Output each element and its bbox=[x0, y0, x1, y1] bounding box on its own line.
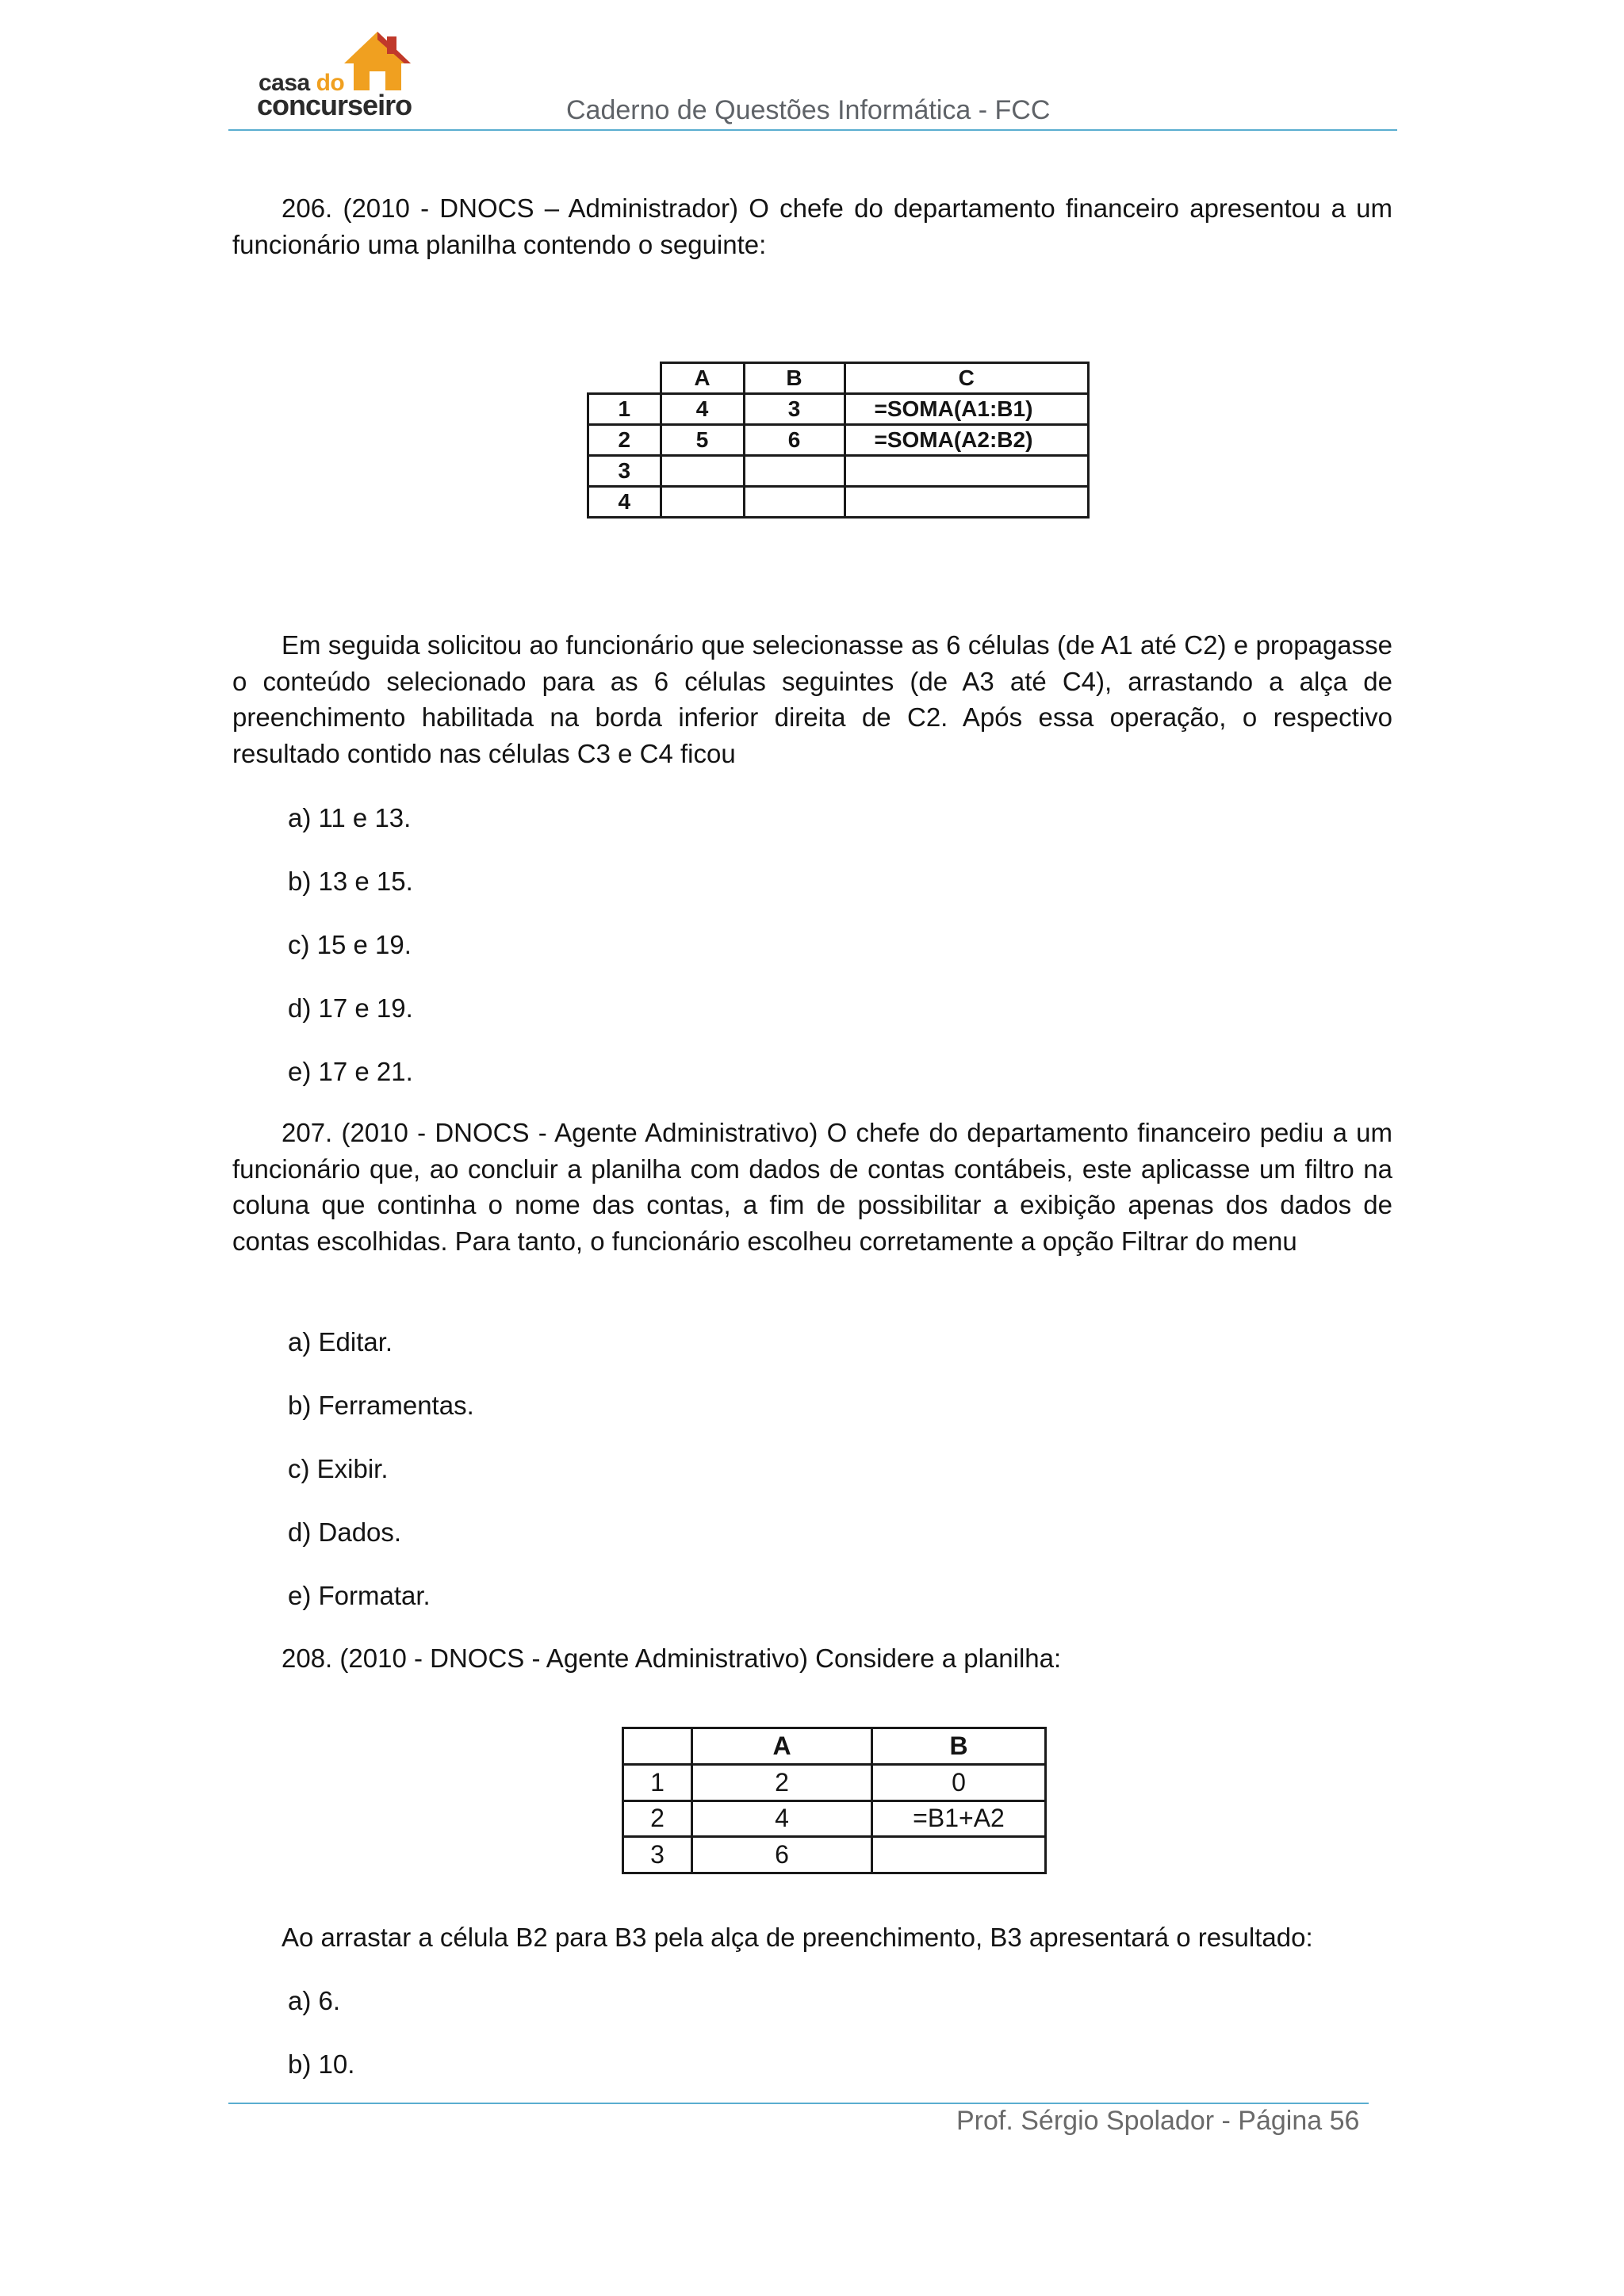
cell-b2: 6 bbox=[744, 425, 845, 456]
q208-spreadsheet bbox=[622, 1727, 1047, 1874]
cell-b2: =B1+A2 bbox=[872, 1800, 1046, 1837]
q206-option-e: e) 17 e 21. bbox=[288, 1057, 413, 1086]
q206-option-d: d) 17 e 19. bbox=[288, 993, 413, 1023]
cell-a3: 6 bbox=[692, 1837, 872, 1873]
logo bbox=[255, 29, 422, 121]
logo-word-casa: casa bbox=[259, 70, 310, 96]
row-header: 3 bbox=[623, 1837, 692, 1873]
q208-body: Ao arrastar a célula B2 para B3 pela alça de preenchimento, B3 apresentará o resultado: bbox=[282, 1923, 1313, 1952]
column-header: B bbox=[872, 1728, 1046, 1765]
logo-word-do: do bbox=[316, 70, 345, 96]
cell-a2: 5 bbox=[661, 425, 744, 456]
cell-a3 bbox=[661, 456, 744, 487]
q207-option-a: a) Editar. bbox=[288, 1327, 393, 1357]
q207-option-d: d) Dados. bbox=[288, 1517, 402, 1547]
cell-b3 bbox=[744, 456, 845, 487]
q206-option-c: c) 15 e 19. bbox=[288, 930, 412, 959]
cell-a4 bbox=[661, 487, 744, 518]
column-header: A bbox=[661, 363, 744, 394]
cell-c2: =SOMA(A2:B2) bbox=[845, 425, 1089, 456]
q207-body: 207. (2010 - DNOCS - Agente Administrativo) O chefe do departamento financeiro pediu a um funcionário que, ao concluir a planilha com dados de contas contábeis, este aplicasse um filtro na coluna que continha o nome das contas, a fim de possibilitar a exibição apenas dos dados de contas escolhidas. Para tanto, o funcionário escolheu corretamente a opção Filtrar do menu bbox=[232, 1118, 1392, 1256]
row-header: 1 bbox=[623, 1764, 692, 1800]
cell-b3 bbox=[872, 1837, 1046, 1873]
q206-option-a: a) 11 e 13. bbox=[288, 803, 412, 832]
cell-b1: 0 bbox=[872, 1764, 1046, 1800]
cell-c3 bbox=[845, 456, 1089, 487]
row-header: 1 bbox=[588, 394, 661, 425]
row-header: 2 bbox=[588, 425, 661, 456]
q208-option-a: a) 6. bbox=[288, 1986, 341, 2015]
cell-c1: =SOMA(A1:B1) bbox=[845, 394, 1089, 425]
row-header: 4 bbox=[588, 487, 661, 518]
q208-intro: 208. (2010 - DNOCS - Agente Administrativo) Considere a planilha: bbox=[282, 1644, 1062, 1673]
q206-body: Em seguida solicitou ao funcionário que selecionasse as 6 células (de A1 até C2) e propagasse o conteúdo selecionado para as 6 células seguintes (de A3 até C4), arrastando a alça de preenchimento habilitada na borda inferior direita de C2. Após essa operação, o respectivo resultado contido nas células C3 e C4 ficou bbox=[232, 630, 1392, 768]
logo-word-concurseiro: concurseiro bbox=[257, 89, 412, 121]
cell-a1: 4 bbox=[661, 394, 744, 425]
column-header: C bbox=[845, 363, 1089, 394]
cell-c4 bbox=[845, 487, 1089, 518]
cell-b1: 3 bbox=[744, 394, 845, 425]
q207-option-c: c) Exibir. bbox=[288, 1454, 389, 1483]
q206-intro: 206. (2010 - DNOCS – Administrador) O chefe do departamento financeiro apresentou a um funcionário uma planilha contendo o seguinte: bbox=[232, 193, 1392, 259]
page-footer: Prof. Sérgio Spolador - Página 56 bbox=[956, 2106, 1360, 2136]
q208-option-b: b) 10. bbox=[288, 2049, 355, 2079]
house-icon bbox=[338, 29, 417, 92]
footer-rule bbox=[228, 2103, 1369, 2104]
q207-option-e: e) Formatar. bbox=[288, 1581, 431, 1610]
corner-cell bbox=[588, 363, 661, 394]
q206-spreadsheet bbox=[587, 362, 1090, 519]
cell-a2: 4 bbox=[692, 1800, 872, 1837]
column-header: A bbox=[692, 1728, 872, 1765]
header-rule bbox=[228, 129, 1397, 131]
q206-option-b: b) 13 e 15. bbox=[288, 867, 413, 896]
cell-a1: 2 bbox=[692, 1764, 872, 1800]
header-title: Caderno de Questões Informática - FCC bbox=[566, 95, 1051, 125]
q207-option-b: b) Ferramentas. bbox=[288, 1391, 474, 1420]
row-header: 2 bbox=[623, 1800, 692, 1837]
corner-cell bbox=[623, 1728, 692, 1765]
column-header: B bbox=[744, 363, 845, 394]
row-header: 3 bbox=[588, 456, 661, 487]
cell-b4 bbox=[744, 487, 845, 518]
